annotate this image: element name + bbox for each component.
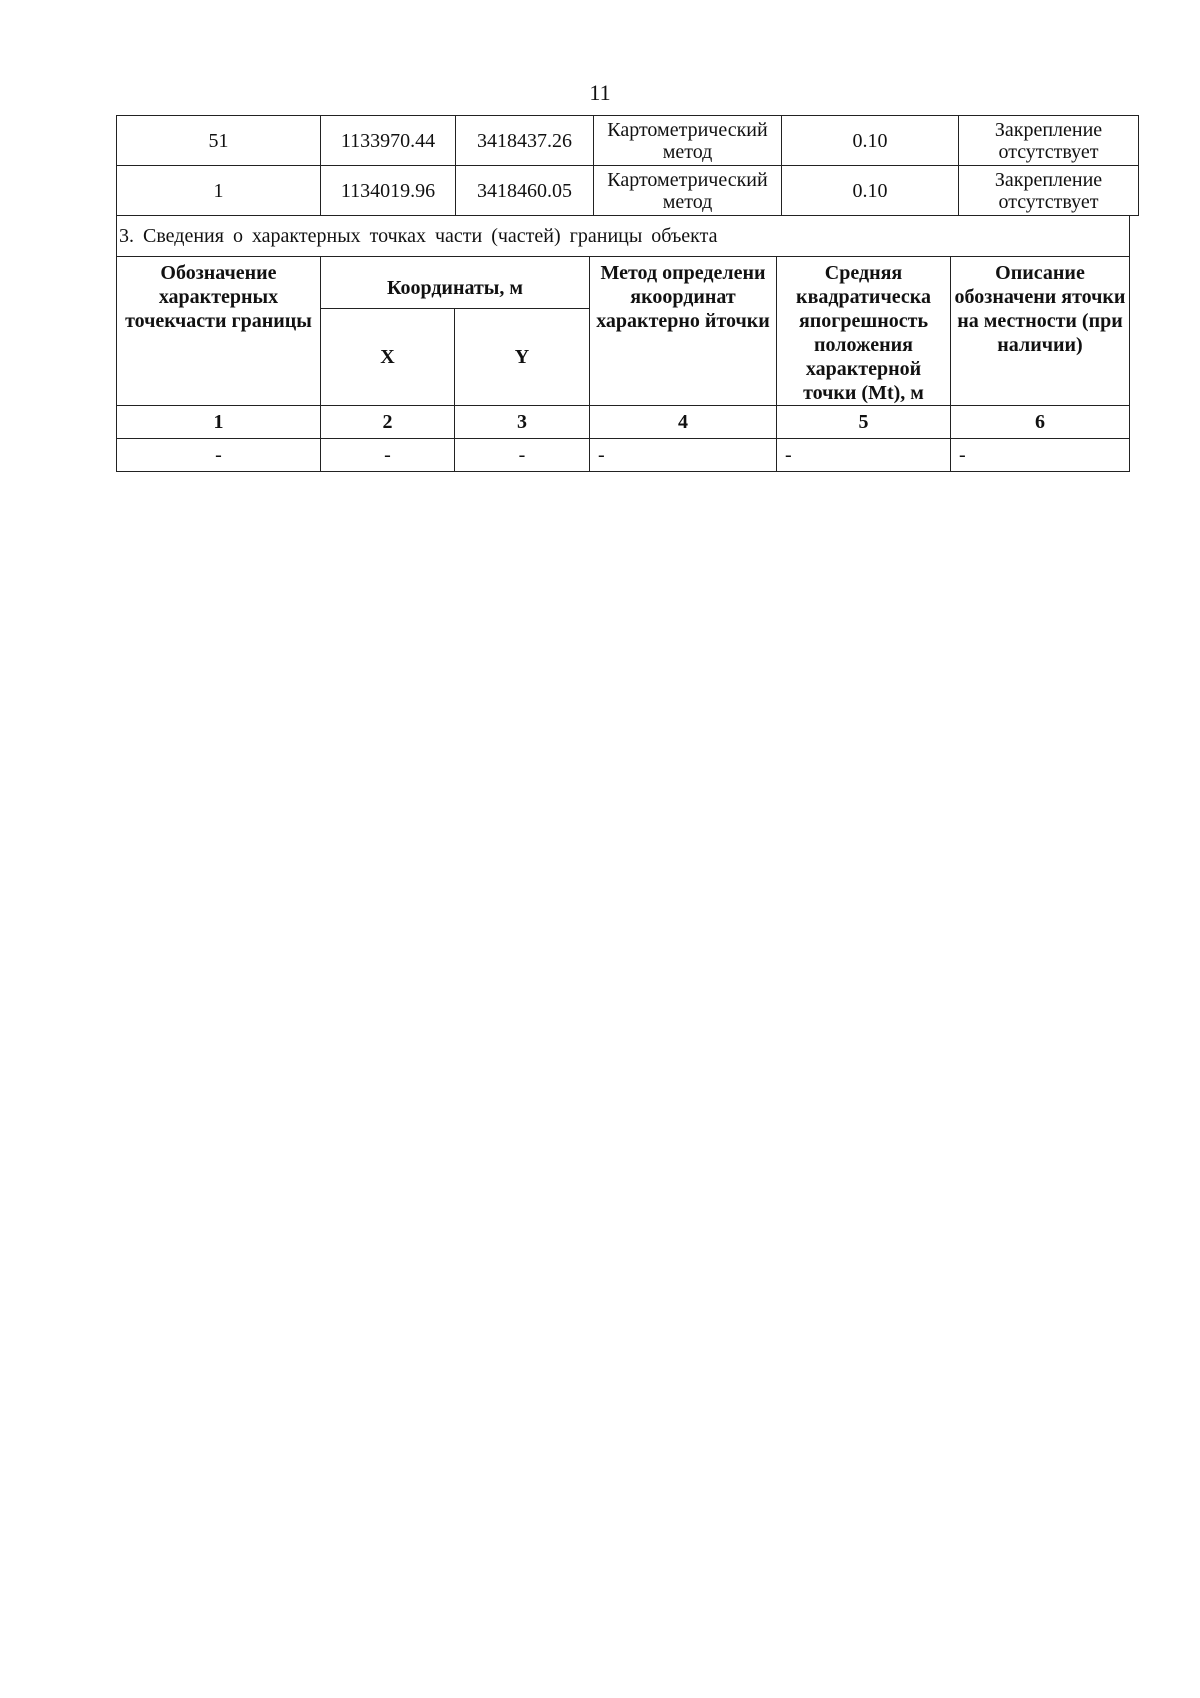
description-cell: Закрепление отсутствует (959, 166, 1139, 216)
header-error: Средняя квадратическа япогрешность положения характерной точки (Mt), м (777, 257, 951, 406)
table-row (117, 439, 1130, 472)
header-y: Y (455, 309, 590, 406)
x-coordinate-cell: 1133970.44 (321, 116, 456, 166)
coordinates-table (116, 115, 1139, 216)
y-coordinate-cell: 3418437.26 (456, 116, 594, 166)
boundary-parts-table (116, 215, 1130, 472)
page-number: 11 (589, 80, 611, 105)
error-cell: 0.10 (782, 166, 959, 216)
empty-cell: - (117, 439, 321, 472)
table-row (117, 116, 1139, 166)
column-number: 5 (777, 406, 951, 439)
header-description: Описание обозначени яточки на местности (при наличии) (951, 257, 1130, 406)
header-x: X (321, 309, 455, 406)
point-number-cell: 51 (117, 116, 321, 166)
column-numbers-row (117, 406, 1130, 439)
method-cell: Картометрический метод (594, 166, 782, 216)
y-coordinate-cell: 3418460.05 (456, 166, 594, 216)
column-number: 1 (117, 406, 321, 439)
header-coordinates: Координаты, м (321, 257, 590, 309)
column-number: 4 (590, 406, 777, 439)
empty-cell: - (590, 439, 777, 472)
empty-cell: - (321, 439, 455, 472)
column-number: 6 (951, 406, 1130, 439)
header-method: Метод определени якоординат характерно йточки (590, 257, 777, 406)
empty-cell: - (455, 439, 590, 472)
x-coordinate-cell: 1134019.96 (321, 166, 456, 216)
point-number-cell: 1 (117, 166, 321, 216)
column-number: 2 (321, 406, 455, 439)
error-cell: 0.10 (782, 116, 959, 166)
empty-cell: - (951, 439, 1130, 472)
table-row (117, 166, 1139, 216)
empty-cell: - (777, 439, 951, 472)
column-number: 3 (455, 406, 590, 439)
method-cell: Картометрический метод (594, 116, 782, 166)
description-cell: Закрепление отсутствует (959, 116, 1139, 166)
header-designation: Обозначение характерных точекчасти границы (117, 257, 321, 406)
section-title: 3. Сведения о характерных точках части (частей) границы объекта (117, 216, 1130, 257)
